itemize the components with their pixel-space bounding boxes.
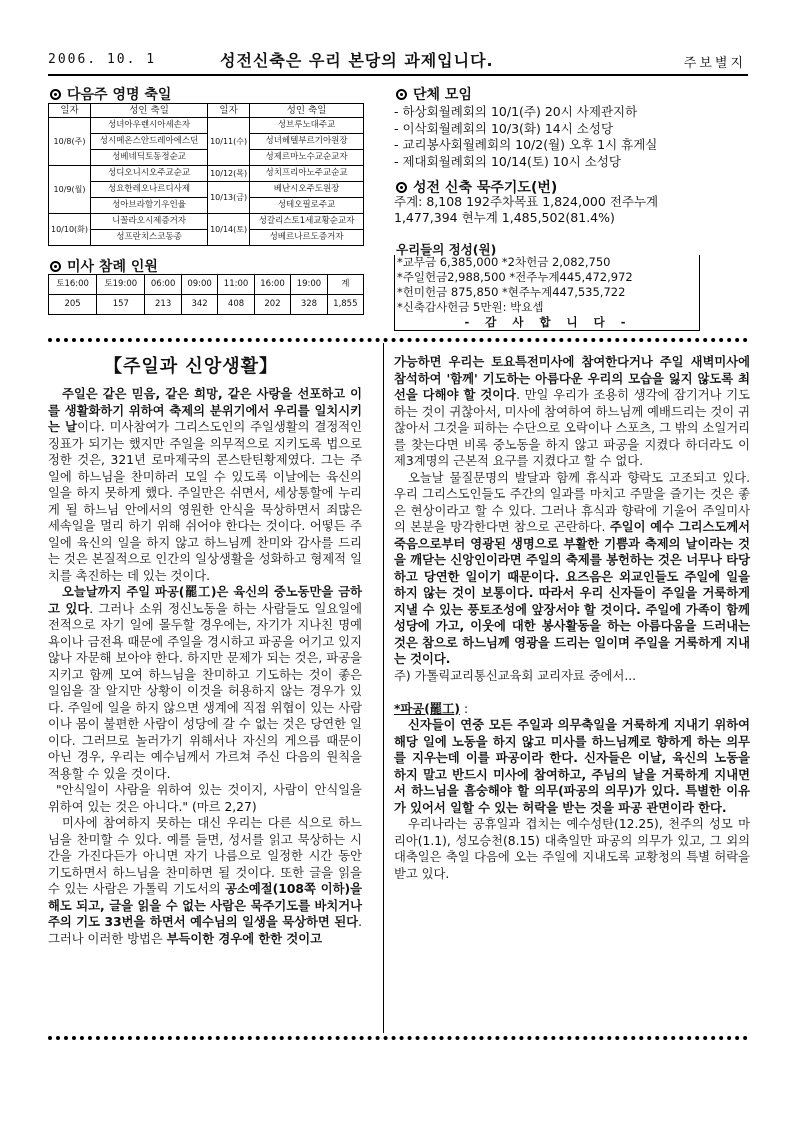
feast-title-text: 다음주 영명 축일 — [67, 87, 172, 103]
feast-saint: 니꼴라오시제증거자 — [91, 214, 208, 230]
feast-saint: 성아브라함기우인율 — [91, 198, 208, 214]
mass-time-header: 계 — [327, 275, 363, 295]
prayer-line-2: 1,477,394 현누계 1,485,502(81.4%) — [394, 210, 615, 225]
article-left-column — [48, 386, 362, 947]
feast-saint: 성테오필로주교 — [250, 198, 364, 214]
group-meeting-item: - 제대회월례회의 10/14(토) 10시 소성당 — [394, 153, 621, 169]
header-slogan: 성전신축은 우리 본당의 과제입니다. — [220, 51, 494, 70]
mass-time-header: 11:00 — [218, 275, 254, 295]
feast-row — [49, 118, 364, 134]
feast-section-title — [50, 84, 171, 104]
feast-day: 10/11(수) — [208, 118, 250, 166]
feast-row — [49, 230, 364, 246]
feast-day: 10/10(화) — [49, 214, 91, 246]
feast-saint: 성베네딕토동정순교 — [91, 150, 208, 166]
article-paragraph: *파공(罷工) : — [394, 701, 469, 716]
mass-title-text: 미사 참례 인원 — [67, 259, 158, 275]
offering-box — [394, 255, 700, 331]
prayer-line-1: 주계: 8,108 192주차목표 1,824,000 전주누계 — [394, 194, 659, 209]
mass-count: 205 — [49, 295, 97, 315]
feast-day: 10/8(주) — [49, 118, 91, 166]
mass-count: 213 — [145, 295, 181, 315]
bullet-icon — [396, 89, 407, 100]
offering-thanks: - 감 사 합 니 다 - — [464, 315, 632, 329]
prayer-title-text: 성전 신축 묵주기도(번) — [413, 180, 558, 196]
feast-day: 10/14(토) — [208, 214, 250, 246]
offering-line: *교무금 6,385,000 *2차헌금 2,082,750 — [397, 255, 611, 269]
feast-day: 10/9(월) — [49, 166, 91, 214]
bullet-icon — [396, 182, 407, 193]
dotted-divider — [48, 338, 748, 342]
article-paragraph: 우리나라는 공휴일과 겹치는 예수성탄(12.25), 천주의 성모 마리아(1.1), 성모승천(8.15) 대축일만 파공의 의무가 있고, 그 외의 대축일은 축일 다음에 오는 주일에 지내도록 교황청의 특별 허락을 받고 있다. — [394, 817, 750, 881]
article-paragraph: 오늘날 물질문명의 발달과 함께 휴식과 향락도 고조되고 있다. 우리 그리스도인들도 주간의 일과를 마치고 주말을 즐기는 것은 좋은 현상이라고 할 수 있다. 그러나 휴식과 향락에 기울어 주일미사의 본분을 망각한다면 참으로 곤란하다. 주일이 예수 그리스도께서 죽음으로부터 영광된 생명으로 부활한 기쁨과 축제의 날이라는 것을 깨닫는 신앙인이라면 주일의 축제를 봉헌하는 것은 너무나 타당하고 당연한 일이기 때문이다. 요즈음은 외교인들도 주일에 일을 하지 않는 것이 보통이다. 따라서 우리 신자들이 주일을 거룩하게 지낼 수 있는 풍토조성에 앞장서야 할 것이다. 주일에 가족이 함께 성당에 가고, 이웃에 대한 봉사활동을 하는 아름다움을 드러내는 것은 참으로 하느님께 영광을 드리는 일이며 주일을 거룩하게 지내는 것이다. — [394, 470, 751, 666]
group-meeting-item: - 이삭회월례회의 10/3(화) 14시 소성당 — [394, 120, 614, 136]
mass-time-header: 16:00 — [254, 275, 290, 295]
header — [48, 48, 748, 76]
mass-count: 328 — [291, 295, 327, 315]
article-paragraph: 가능하면 우리는 토요특전미사에 참여한다거나 주일 새벽미사에 참석하여 '함께' 기도하는 아름다운 우리의 모습을 잃지 않도록 최선을 다해야 할 것이다. 만일 우리가 조용히 생각에 잠기거나 기도하는 것이 귀찮아서, 미사에 참여하여 하느님께 예배드리는 것이 귀찮아서 그것을 피하는 수단으로 오락이나 스포츠, 그 밖의 소일거리를 찾는다면 비록 중노동을 하지 않고 파공을 지켰다 하더라도 이 제3계명의 근본적 요구를 지켰다고 할 수 없다. — [394, 355, 750, 468]
feast-saint: 성녀아우렌시아세손자 — [91, 118, 208, 134]
mass-count: 342 — [181, 295, 217, 315]
article-paragraph: 주) 가톨릭교리통신교육회 교리자료 중에서... — [394, 668, 637, 683]
article-paragraph: 신자들이 연중 모든 주일과 의무축일을 거룩하게 지내기 위하여 해당 일에 노동을 하지 않고 미사를 하느님께로 향하게 하는 의무를 지우는데 이를 파공이라 한다. 신자들은 이날, 육신의 노동을 하지 말고 반드시 미사에 참여하고, 주님의 날을 거룩하게 지내면서 하느님을 흠숭해야 할 의무(파공의 의무)가 있다. 특별한 이유가 있어서 일할 수 있는 허락을 받는 것을 파공 관면이라 한다. — [394, 718, 750, 815]
offering-line: *신축감사헌금 5만원: 박요셉 — [397, 300, 544, 314]
feast-col-name: 성인 축일 — [91, 104, 208, 118]
group-meeting-item: - 하상회월례회의 10/1(주) 20시 사제관지하 — [394, 104, 638, 119]
issue-date: 2006. 10. 1 — [48, 52, 157, 67]
feast-row — [49, 134, 364, 150]
feast-row — [49, 214, 364, 230]
mass-time-header: 09:00 — [181, 275, 217, 295]
article-paragraph: 오늘날까지 주일 파공(罷工)은 육신의 중노동만을 금하고 있다. 그러나 소위 정신노동을 하는 사람들도 일요일에 전적으로 자기 일에 몰두할 경우에는, 자기가 지나친 명예욕이나 금전욕 때문에 주일을 경시하고 파공을 어기고 있지 않나 자문해 보아야 한다. 하지만 문제가 되는 것은, 파공을 지키고 함께 모여 하느님을 찬미하고 기도하는 것이 좋은 일임을 잘 알지만 상황이 이것을 허용하지 않는 경우가 있다. 주일에 일을 하지 않으면 생계에 직접 위협이 있는 사람이나 몸이 불편한 사람이 성당에 갈 수 없는 것은 당연한 일이다. 그러므로 놀러가기 위해서나 자신의 게으름 때문이 아닌 경우, 우리는 예수님께서 가르쳐 주신 다음의 원칙을 적용할 수 있을 것이다. — [48, 585, 362, 781]
feast-col-day: 일자 — [208, 104, 250, 118]
feast-row — [49, 182, 364, 198]
feast-table — [48, 103, 364, 246]
feast-saint: 성시메온스안드레아에스딘 — [91, 134, 208, 150]
article-paragraph: 미사에 참여하지 못하는 대신 우리는 다른 식으로 하느님을 찬미할 수 있다. 예를 들면, 성서를 읽고 묵상하는 시간을 가진다든가 아니면 자기 나름으로 일정한 시간 동안 기도하면서 하느님을 찬미하면 될 것이다. 또한 글을 읽을 수 있는 사람은 가톨릭 기도서의 공소예절(108쪽 이하)을 해도 되고, 글을 읽을 수 없는 사람은 묵주기도를 바치거나 주의 기도 33번을 하면서 예수님의 일생을 묵상하면 된다. 그러나 이러한 방법은 부득이한 경우에 한한 것이고 — [48, 816, 362, 946]
offering-title: 우리들의 정성(원) — [396, 242, 497, 257]
offering-line: *헌미헌금 875,850 *현주누계447,535,722 — [397, 285, 626, 299]
offering-line: *주일헌금2,988,500 *전주누계445,472,972 — [397, 270, 633, 284]
feast-saint: 성녀헤텔부르기아원장 — [250, 134, 364, 150]
feast-row — [49, 166, 364, 182]
feast-saint: 성요한레오나르디사제 — [91, 182, 208, 198]
mass-count: 202 — [254, 295, 290, 315]
feast-col-name: 성인 축일 — [250, 104, 364, 118]
bullet-icon — [50, 89, 61, 100]
feast-saint: 성치프리아노주교순교 — [250, 166, 364, 182]
mass-count: 1,855 — [327, 295, 363, 315]
feast-day: 10/12(목) — [208, 166, 250, 182]
feast-saint: 성프란치스코동종 — [91, 230, 208, 246]
column-divider — [383, 343, 384, 1033]
mass-count: 408 — [218, 295, 254, 315]
mass-section-title — [50, 256, 158, 276]
feast-saint: 성제르마노수교순교자 — [250, 150, 364, 166]
feast-col-day: 일자 — [49, 104, 91, 118]
publication-name: 주보별지 — [683, 56, 746, 71]
feast-saint: 성디오니시오주교순교 — [91, 166, 208, 182]
groups-list — [394, 104, 657, 170]
mass-time-header: 19:00 — [291, 275, 327, 295]
article-paragraph — [394, 684, 750, 701]
dotted-divider-bottom — [48, 1036, 748, 1040]
feast-saint: 성브루노대주교 — [250, 118, 364, 134]
feast-row — [49, 150, 364, 166]
article-paragraph: "안식일이 사람을 위하여 있는 것이지, 사람이 안식일을 위하여 있는 것은 아니다." (마르 2,27) — [48, 783, 362, 814]
mass-time-header: 토19:00 — [97, 275, 145, 295]
mass-time-header: 06:00 — [145, 275, 181, 295]
feast-saint: 성베르나르도증거자 — [250, 230, 364, 246]
groups-title-text: 단체 모임 — [413, 87, 472, 103]
mass-table — [48, 274, 364, 315]
mass-time-header: 토16:00 — [49, 275, 97, 295]
article-paragraph: 주일은 같은 믿음, 같은 희망, 같은 사랑을 선포하고 이를 생활화하기 위하여 축제의 분위기에서 우리를 일치시키는 날이다. 미사참여가 그리스도인의 주일생활의 결정적인 징표가 되기는 했지만 주일을 의무적으로 지키도록 법으로 정한 것은, 321년 로마제국의 콘스탄틴황제였다. 그는 주일에 하느님을 찬미하러 모일 수 있도록 이날에는 육신의 일을 하지 못하게 했다. 주일만은 쉬면서, 세상통할에 누리게 될 하느님 안에서의 영원한 안식을 묵상하면서 죄많은 세속일을 멀리 하기 위해 쉬어야 한다는 것이다. 어떻든 주일에 육신의 일을 하지 않고 하느님께 찬미와 감사를 드리는 것은 본질적으로 인간의 일상생활을 성화하고 형제적 일치를 촉진하는 데 있는 것이다. — [48, 387, 362, 583]
feast-saint: 베난시오주도원장 — [250, 182, 364, 198]
group-meeting-item: - 교리봉사회월례회의 10/2(월) 오후 1시 휴게실 — [394, 137, 658, 152]
prayer-stats — [394, 194, 750, 226]
feast-day: 10/13(금) — [208, 182, 250, 214]
feast-row — [49, 198, 364, 214]
article-title: 【주일과 신앙생활】 — [104, 356, 278, 377]
mass-count: 157 — [97, 295, 145, 315]
feast-saint: 성갈리스토1세교황순교자 — [250, 214, 364, 230]
bullet-icon — [50, 261, 61, 272]
groups-section-title — [396, 84, 472, 104]
article-right-column — [394, 354, 750, 882]
